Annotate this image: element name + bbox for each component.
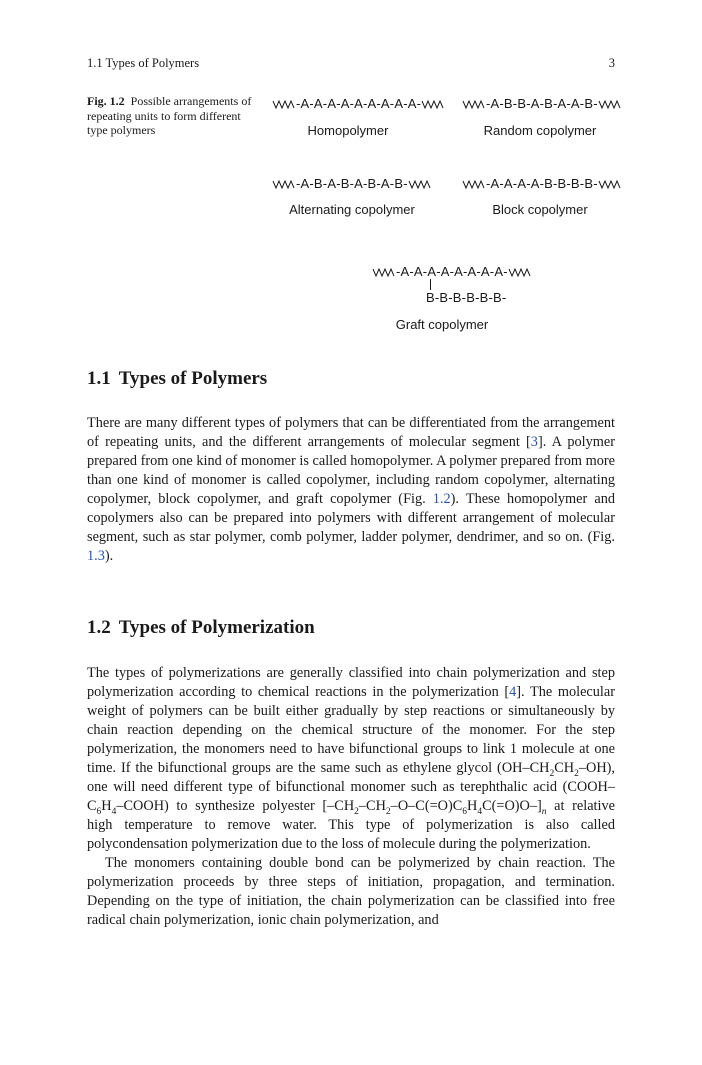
- homopolymer-units: -A-A-A-A-A-A-A-A-A-: [296, 96, 422, 111]
- section-number: 1.1: [87, 368, 111, 389]
- random-copolymer-units: -A-B-B-A-B-A-A-B-: [486, 96, 598, 111]
- citation-link[interactable]: 4: [509, 684, 517, 700]
- alternating-copolymer-label: Alternating copolymer: [289, 202, 415, 217]
- section-title: Types of Polymerization: [118, 617, 315, 638]
- wavy-bond-icon: [272, 179, 296, 189]
- paragraph-types-of-polymers: There are many different types of polymers that can be differentiated from the arrangement of repeating units, and the different arrangements of molecular segment [3]. A polymer prepared from one kind of monomer is called homopolymer. A polymer prepared from more than one kind of monomer is called copolymer, including random copolymer, alternating copolymer, block copolymer, and graft copolymer (Fig. 1.2). These homopolymer and copolymers also can be prepared into polymers with different arrangement of molecular segment, such as star polymer, comb polymer, ladder polymer, dendrimer, and so on. (Fig. 1.3).: [87, 415, 616, 564]
- random-copolymer-label: Random copolymer: [483, 123, 597, 138]
- wavy-bond-icon: [598, 179, 622, 189]
- paragraph-polymerization-types: The types of polymerizations are generally classified into chain polymerization and step polymerization according to chemical reactions in the polymerization [4]. The molecular weight of polymers can be built either gradually by step reactions or simultaneously by chain reaction depending on the chemical structure of the monomer. For the step polymerization, the monomers need to have bifunctional groups to link 1 molecule at one time. If the bifunctional groups are the same such as ethylene glycol $(OH-CH_2CH_2-OH)$, one will need different type of bifunctional monomer such as terephthalic acid $(COOH-C_6H_4-COOH)$ to synthesize polyester $[-CH_2-CH_2-O-C(=O)C_6H_4C(=O)O-]_n$ at relative high temperature to remove water. This type of polymerization is also called polycondensation polymerization due to the loss of molecule during the polymerization. The monomers containing double bond can be polymerized by chain reaction. The polymerization proceeds by three steps of initiation, propagation, and termination. Depending on the type of initiation, the chain polymerization can be classified into free radical chain polymerization, ionic chain polymerization, and: [87, 665, 615, 928]
- section-title: Types of Polymers: [118, 368, 268, 389]
- alternating-copolymer-units: -A-B-A-B-A-B-A-B-: [296, 176, 408, 191]
- wavy-bond-icon: [462, 179, 486, 189]
- block-copolymer-label: Block copolymer: [492, 202, 588, 217]
- graft-copolymer-label: Graft copolymer: [395, 317, 489, 332]
- wavy-bond-icon: [598, 99, 622, 109]
- wavy-bond-icon: [372, 267, 396, 277]
- figure-link[interactable]: 1.3: [87, 548, 105, 564]
- homopolymer-label: Homopolymer: [307, 123, 389, 138]
- block-copolymer-chain: [462, 176, 622, 191]
- paragraph-chain-polymerization: The monomers containing double bond can be polymerized by chain reaction. The polymerization proceeds by three steps of initiation, propagation, and termination. Depending on the type of initiation, the chain polymerization can be classified into free radical chain polymerization, ionic chain polymerization, and: [87, 855, 615, 928]
- graft-copolymer-chain: [372, 264, 532, 279]
- wavy-bond-icon: [462, 99, 486, 109]
- figure-link[interactable]: 1.2: [432, 491, 451, 507]
- running-head: [87, 56, 615, 71]
- figure-label: Fig. 1.2: [87, 94, 125, 108]
- section-heading-types-of-polymerization: [87, 617, 315, 639]
- alternating-copolymer-chain: [272, 176, 432, 191]
- block-copolymer-units: -A-A-A-A-B-B-B-B-: [486, 176, 598, 191]
- figure-caption: [87, 94, 252, 138]
- graft-copolymer-units: -A-A-A-A-A-A-A-A-: [396, 264, 508, 279]
- running-head-section: 1.1 Types of Polymers: [87, 56, 200, 70]
- citation-link[interactable]: 3: [530, 434, 538, 450]
- section-heading-types-of-polymers: [87, 368, 267, 390]
- homopolymer-chain: [272, 96, 445, 111]
- wavy-bond-icon: [508, 267, 532, 277]
- wavy-bond-icon: [408, 179, 432, 189]
- graft-branch-chain: B-B-B-B-B-B-: [426, 290, 507, 305]
- wavy-bond-icon: [272, 99, 296, 109]
- wavy-bond-icon: [421, 99, 445, 109]
- page-number: 3: [608, 56, 615, 70]
- figure-caption-text: Possible arrangements of repeating units to form different type polymers: [87, 94, 252, 137]
- random-copolymer-chain: [462, 96, 622, 111]
- graft-branch-bond: [430, 279, 431, 290]
- section-number: 1.2: [87, 617, 111, 638]
